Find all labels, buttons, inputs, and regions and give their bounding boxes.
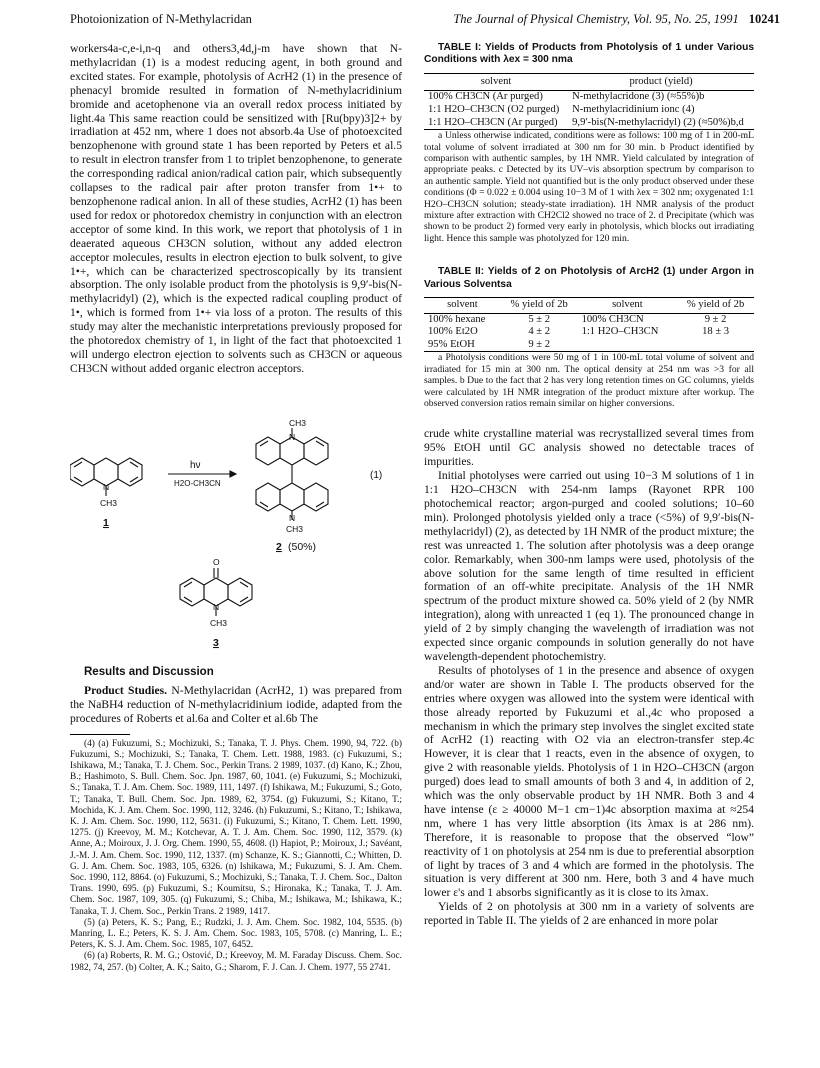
table-2-cell (677, 339, 754, 352)
compound-2-n-top: N (289, 432, 296, 442)
reference-5: (5) (a) Peters, K. S.; Pang, E.; Rudzki, J. J. Am. Chem. Soc. 1982, 104, 5535. (b) Manring, L. E.; Peters, K. S. J. Am. Chem. Soc. 1983, 105, 5708. (c) Manring, L. E.; Peters, K. S. J. Am. Chem. Soc. 1985, 107, 6452. (70, 917, 402, 951)
product-studies-paragraph (70, 684, 402, 726)
compound-1-label: 1 (103, 517, 109, 529)
paragraph-heading: Product Studies. (84, 683, 168, 697)
compound-1-n: N (103, 482, 110, 492)
table-2-cell: 4 ± 2 (528, 326, 551, 338)
right-column (424, 42, 754, 928)
table-1 (424, 73, 754, 130)
body-paragraph-2: Initial photolyses were carried out using 10−3 M solutions of 1 in 1:1 H2O–CH3CN with 254-nm lamps (Rayonet RPR 100 photochemical reactor; argon-purged and cooled solutions; 10–60 min). Prolonged photolysis yielded only a trace (<5%) of 9,9′-bis(N-methylacridyl) (2), as detected by 1H NMR of the product mixture; the rest was unreacted 1. The solution after photolysis was a deep orange color. Remarkably, when 300-nm lamps were used, photolysis of the above solution for the same length of time resulted in efficient formation of an off-white precipitate. Analysis of the 1H NMR spectrum of the product mixture showed ca. 50% yield of 2 (by NMR integration), along with unreacted 1 (eq 1). The pronounced change in yield of 2 by simply changing the wavelength of irradiation was not expected since organic compounds in solution generally do not have wavelength-dependent photochemistry. (424, 469, 754, 663)
table-2-cell: 9 ± 2 (704, 313, 727, 325)
page-number: 10241 (748, 12, 780, 26)
compound-1-ch3: CH3 (100, 498, 118, 508)
hv-label: hν (190, 460, 201, 471)
table-2-cell (578, 339, 678, 352)
table-1-cell: N-methylacridone (3) (≈55%)b (568, 91, 754, 104)
paragraph-text: N-Methylacridan (AcrH2, 1) was prepared from the NaBH4 reduction of N-methylacridinium iodide, adapted from the procedures of Roberts et al.6a and Colter et al.6b The (70, 683, 402, 725)
table-2-footnotes: a Photolysis conditions were 50 mg of 1 in 100-mL total volume of solvent and irradiated for 15 min at 300 nm. The optical density at 254 nm was >3 for all samples. b Due to the fact that 2 has very long retention times on GC columns, yields were calculated by 1H NMR integration of the product mixture after workup. The observed conversion ratios remain similar on higher conversions. (424, 352, 754, 410)
journal-citation: The Journal of Physical Chemistry, Vol. 95, No. 25, 1991 (453, 12, 739, 26)
compound-2-ch3-top: CH3 (289, 418, 307, 428)
table-2-cell: 100% hexane (428, 313, 486, 325)
section-title: Results and Discussion (84, 666, 214, 678)
running-head-journal (453, 12, 780, 27)
reference-6: (6) (a) Roberts, R. M. G.; Ostović, D.; Kreevoy, M. M. Faraday Discuss. Chem. Soc. 1982, 74, 257. (b) Colter, A. K.; Saito, G.; Sharom, F. J. Can. J. Chem. 1977, 55 2741. (70, 951, 402, 973)
table-2-header: solvent (424, 298, 501, 314)
running-head-title: Photoionization of N-Methylacridan (70, 12, 252, 26)
body-paragraph-3: Results of photolyses of 1 in the presence and absence of oxygen and/or water are shown in Table I. The products observed for the entries where oxygen was allowed into the system were identical with those already reported by Fukuzumi et al.,4c who proposed a mechanism in which the primary step involves the singlet excited state of AcrH2 (1) reacting with O2 via an electron-transfer step.4c However, it is clear that 1 reacts, even in the absence of oxygen, to give 2 with reasonable yields. Photolysis of 1 in H2O–CH3CN (argon purged) does lead to small amounts of both 3 and 4, in addition of 2, which was the only observable product by 1H NMR. Both 3 and 4 have intense (ε ≥ 40000 M−1 cm−1)4c absorption maxima at ≈254 nm, where 1 has very little absorption (its λmax is at 286 nm). Therefore, it is reasonable to propose that the observed “low” reactivity of 1 on photolysis at 254 nm is due to preferential absorption of light by traces of 3 and 4 which are formed in the photolysis. The situation is very different at 300 nm. Here, both 3 and 4 have much lower ε's and 1 absorbs significantly as it is close to its λmax. (424, 663, 754, 900)
table-2-cell: 18 ± 3 (702, 326, 730, 338)
body-paragraph-4: Yields of 2 on photolysis at 300 nm in a variety of solvents are reported in Table II. The yields of 2 are enhanced in more polar (424, 900, 754, 928)
reference-4: (4) (a) Fukuzumi, S.; Mochizuki, S.; Tanaka, T. J. Phys. Chem. 1990, 94, 722. (b) Fukuzumi, S.; Mochizuki, S.; Tanaka, T. Chem. Lett. 1988, 1983. (c) Fukuzumi, S.; Ishikawa, M.; Tanaka, T. J. Chem. Soc., Perkin Trans. 2 1989, 1037. (d) Kano, K.; Zhou, B.; Hashimoto, S. Bull. Chem. Soc. Jpn. 1987, 60, 1041. (e) Fukuzumi, S.; Mochizuki, S.; Tanaka, T. J. Am. Chem. Soc. 1989, 111, 1497. (f) Ishikawa, M.; Fukuzumi, S.; Goto, T.; Tanaka, T. Bull. Chem. Soc. Jpn. 1989, 62, 3754. (g) Fukuzumi, S.; Kitano, T.; Mochida, K. J. Am. Chem. Soc. 1990, 112, 3246. (h) Fukuzumi, S.; Kitano, T.; Ishikawa, K. J. Am. Chem. Soc. 1990, 112, 5631. (i) Fukuzumi, S.; Kitano, T. Chem. Lett. 1990, 1275. (j) Kreevoy, M. M.; Kotchevar, A. T. J. Am. Chem. Soc. 1990, 112, 3579. (k) Anne, A.; Moiroux, J. J. Org. Chem. 1990, 55, 4608. (l) Hapiot, P.; Moiroux, J.; Savéant, J.-M. J. Am. Chem. Soc. 1990, 112, 1337. (m) Schanze, K. S.; Giannotti, C.; Whitten, D. G. J. Am. Chem. Soc. 1983, 105, 6326. (n) Ishikawa, M.; Fukuzumi, S. J. Am. Chem. Soc. 1990, 112, 8864. (o) Fukuzumi, S.; Mochizuki, S.; Tanaka, T. J. Chem. Soc., Dalton Trans. 1990, 695. (p) Fukuzumi, S.; Koumitsu, S.; Hironaka, K.; Tanaka, T. J. Am. Chem. Soc. 1987, 109, 305. (q) Fukuzumi, S.; Chiba, M.; Ishikawa, M.; Ishikawa, K.; Tanaka, T. J. Chem. Soc., Perkin Trans. 2 1989, 1417. (70, 738, 402, 917)
table-1-cell: 1:1 H2O–CH3CN (Ar purged) (424, 117, 568, 130)
table-1-cell: 9,9′-bis(N-methylacridyl) (2) (≈50%)b,d (568, 117, 754, 130)
table-1-footnotes: a Unless otherwise indicated, conditions were as follows: 100 mg of 1 in 200-mL total volume of solvent irradiated at 300 nm for 30 min. b Product identified by comparison with authentic samples, by 1H NMR. Yield calculated by integration of appropriate peaks. c Detected by its UV–vis absorption spectrum by comparison to an authentic sample. Yield not quantified but is the only product observed under these conditions (Φ = 0.022 ± 0.004 using 10−3 M of 1 with λex = 302 nm; oxygenated 1:1 H2O–CH3CN solution; steady-state irradiation). 1H NMR analysis of the product mixture after extraction with CH2Cl2 showed no trace of 2. d Precipitate (which was shown to be product 2) formed very early in photolysis, which blocks out irradiating light. Hence this sample was photolyzed for 120 min. (424, 130, 754, 244)
compound-2-ch3-bottom: CH3 (286, 524, 304, 534)
table-2-cell: 100% Et2O (428, 326, 478, 338)
left-column (70, 42, 402, 376)
solvent-label: H2O-CH3CN (174, 479, 221, 488)
table-1-cell: 1:1 H2O–CH3CN (O2 purged) (428, 104, 560, 115)
compound-3-n: N (213, 602, 220, 612)
body-paragraph-1: crude white crystalline material was recrystallized several times from 95% EtOH until GC analysis showed no detectable traces of impurities. (424, 427, 754, 469)
table-2-header: solvent (578, 298, 678, 314)
table-2-header: % yield of 2b (677, 298, 754, 314)
intro-paragraph: workers4a-c,e-i,n-q and others3,4d,j-m have shown that N-methylacridan (1) is a modest reducing agent, in both ground and excited states. For example, photolysis of AcrH2 (1) in the presence of phenacyl bromide resulted in formation of N-methylacridinium bromide and acetophenone via an overall redox process initiated by light.4a This same reaction could be sensitized with [Ru(bpy)3]2+ by irradiation at 452 nm, where 1 does not absorb.4a Use of photoexcited benzophenone with ground state 1 has been reported by Peters et al.5 to result in electron transfer from 1 to triplet benzophenone, to generate the corresponding radical anion/radical cation pair, which subsequently collapses to the radical pair after proton transfer from 1•+ to benzophenone radical anion. In all of these studies, AcrH2 (1) has been used for redox or photoredox chemistry in conjunction with an electron acceptor of some kind. In this work, we report that photolysis of 1 in deaerated aqueous CH3CN solution, without any added electron acceptor molecules, results in electron ejection to bulk solvent, to give 1•+, which can be characterized spectroscopically by its transient absorption. The only isolable product from the photolysis is 9,9′-bis(N-methylacridyl) (2), which is the expected radical coupling product of 1•, which is formed from 1•+ via loss of a proton. The results of this study may alter the mechanistic interpretations previously proposed for the photoredox chemistry of 1, in light of the fact that photoexcited 1 will undergo electron ejection to solvents such as CH3CN or aqueous CH3CN without added organic electron acceptors. (70, 42, 402, 375)
table-2-cell: 1:1 H2O–CH3CN (581, 326, 659, 338)
reaction-scheme (70, 410, 402, 660)
table-2-header: % yield of 2b (501, 298, 578, 314)
table-1-cell: N-methylacridinium ionc (4) (572, 104, 695, 115)
compound-2-yield: (50%) (288, 541, 317, 553)
compound-2-label: 2 (276, 541, 282, 553)
table-1-caption: TABLE I: Yields of Products from Photolysis of 1 under Various Conditions with λex = 300 nma (424, 42, 754, 66)
table-2 (424, 297, 754, 352)
equation-number: (1) (370, 470, 383, 481)
table-2-cell: 100% CH3CN (581, 313, 644, 325)
table-2-cell: 5 ± 2 (528, 313, 551, 325)
left-column-lower (70, 666, 402, 974)
table-2-cell: 9 ± 2 (501, 339, 578, 352)
compound-3-ch3: CH3 (210, 618, 228, 628)
compound-2-n-bottom: N (289, 513, 296, 523)
table-1-header: product (yield) (568, 73, 754, 91)
compound-3-label: 3 (213, 637, 219, 649)
compound-3-o: O (213, 557, 220, 567)
references (70, 739, 402, 974)
table-2-cell: 95% EtOH (424, 339, 501, 352)
table-1-cell: 100% CH3CN (Ar purged) (424, 91, 568, 104)
references-rule (70, 734, 130, 735)
table-2-caption: TABLE II: Yields of 2 on Photolysis of ArcH2 (1) under Argon in Various Solventsa (424, 266, 754, 290)
table-1-header: solvent (424, 73, 568, 91)
